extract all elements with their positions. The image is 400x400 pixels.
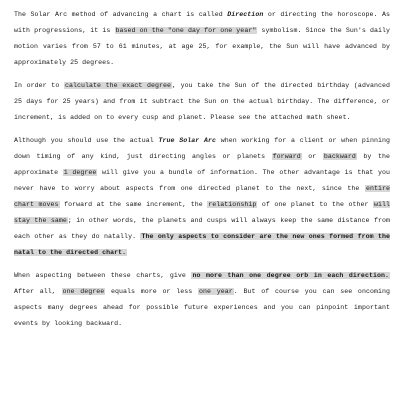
emphasis-term: True Solar Arc (158, 137, 217, 144)
paragraph-4 (14, 268, 390, 332)
body-text: The Solar Arc method of advancing a chart is called (14, 11, 228, 18)
highlighted-text: forward (272, 153, 301, 160)
highlighted-text: 1 degree (63, 169, 97, 176)
body-text: After all, (14, 288, 62, 295)
body-text: In order to (14, 82, 64, 89)
body-text: or (301, 153, 323, 160)
body-text: , you take the Sun of the directed birthday (advanced 25 days for 25 years) and from it subtract the Sun on the actual birthday. The difference, or increment, is added on to every cusp and planet. Please see the attached math sheet. (14, 82, 390, 121)
highlighted-bold-text: no more than one degree orb in each direction. (192, 272, 389, 279)
highlighted-text: one year (198, 288, 233, 295)
body-text: by the approximate (14, 153, 390, 176)
body-text: equals more or less (105, 288, 198, 295)
body-text: will give you a bundle of information. The other advantage is that you never have to worry about aspects from one directed planet to the next, since the (14, 169, 390, 192)
paragraph-3 (14, 133, 390, 261)
body-text: . But of course you can see oncoming aspects many degrees ahead for possible future experiences and you can pinpoint important events by looking backward. (14, 288, 390, 327)
highlighted-text: entire chart moves (14, 185, 390, 208)
body-text: or directing the horoscope. As with progressions, it is (14, 11, 390, 34)
paragraph-1 (14, 7, 390, 71)
body-text: When aspecting between these charts, give (14, 272, 192, 279)
highlighted-text: relationship (208, 201, 257, 208)
body-text: forward at the same increment, the (59, 201, 208, 208)
highlighted-text: based on the "one day for one year" (115, 27, 257, 34)
body-text: of one planet to the other (257, 201, 373, 208)
highlighted-bold-text: The only aspects to consider are the new ones formed from the natal to the directed chart. (14, 233, 391, 256)
body-text: Although you should use the actual (14, 137, 159, 144)
highlighted-text: will stay the same (14, 201, 391, 224)
highlighted-text: one degree (62, 288, 105, 295)
body-text: when working for a client or when pinning down timing of any kind, just directing angles or planets (14, 137, 390, 160)
body-text: symbolism. Since the Sun's daily motion varies from 57 to 61 minutes, at age 25, for example, the Sun will have advanced by approximately 25 degrees. (14, 27, 390, 66)
emphasis-term: Direction (227, 11, 264, 18)
highlighted-text: calculate the exact degree (64, 82, 172, 89)
highlighted-text: backward (323, 153, 356, 160)
paragraph-2 (14, 78, 390, 126)
body-text: ; in other words, the planets and cusps will always keep the same distance from each other as they do natally. (14, 217, 390, 240)
